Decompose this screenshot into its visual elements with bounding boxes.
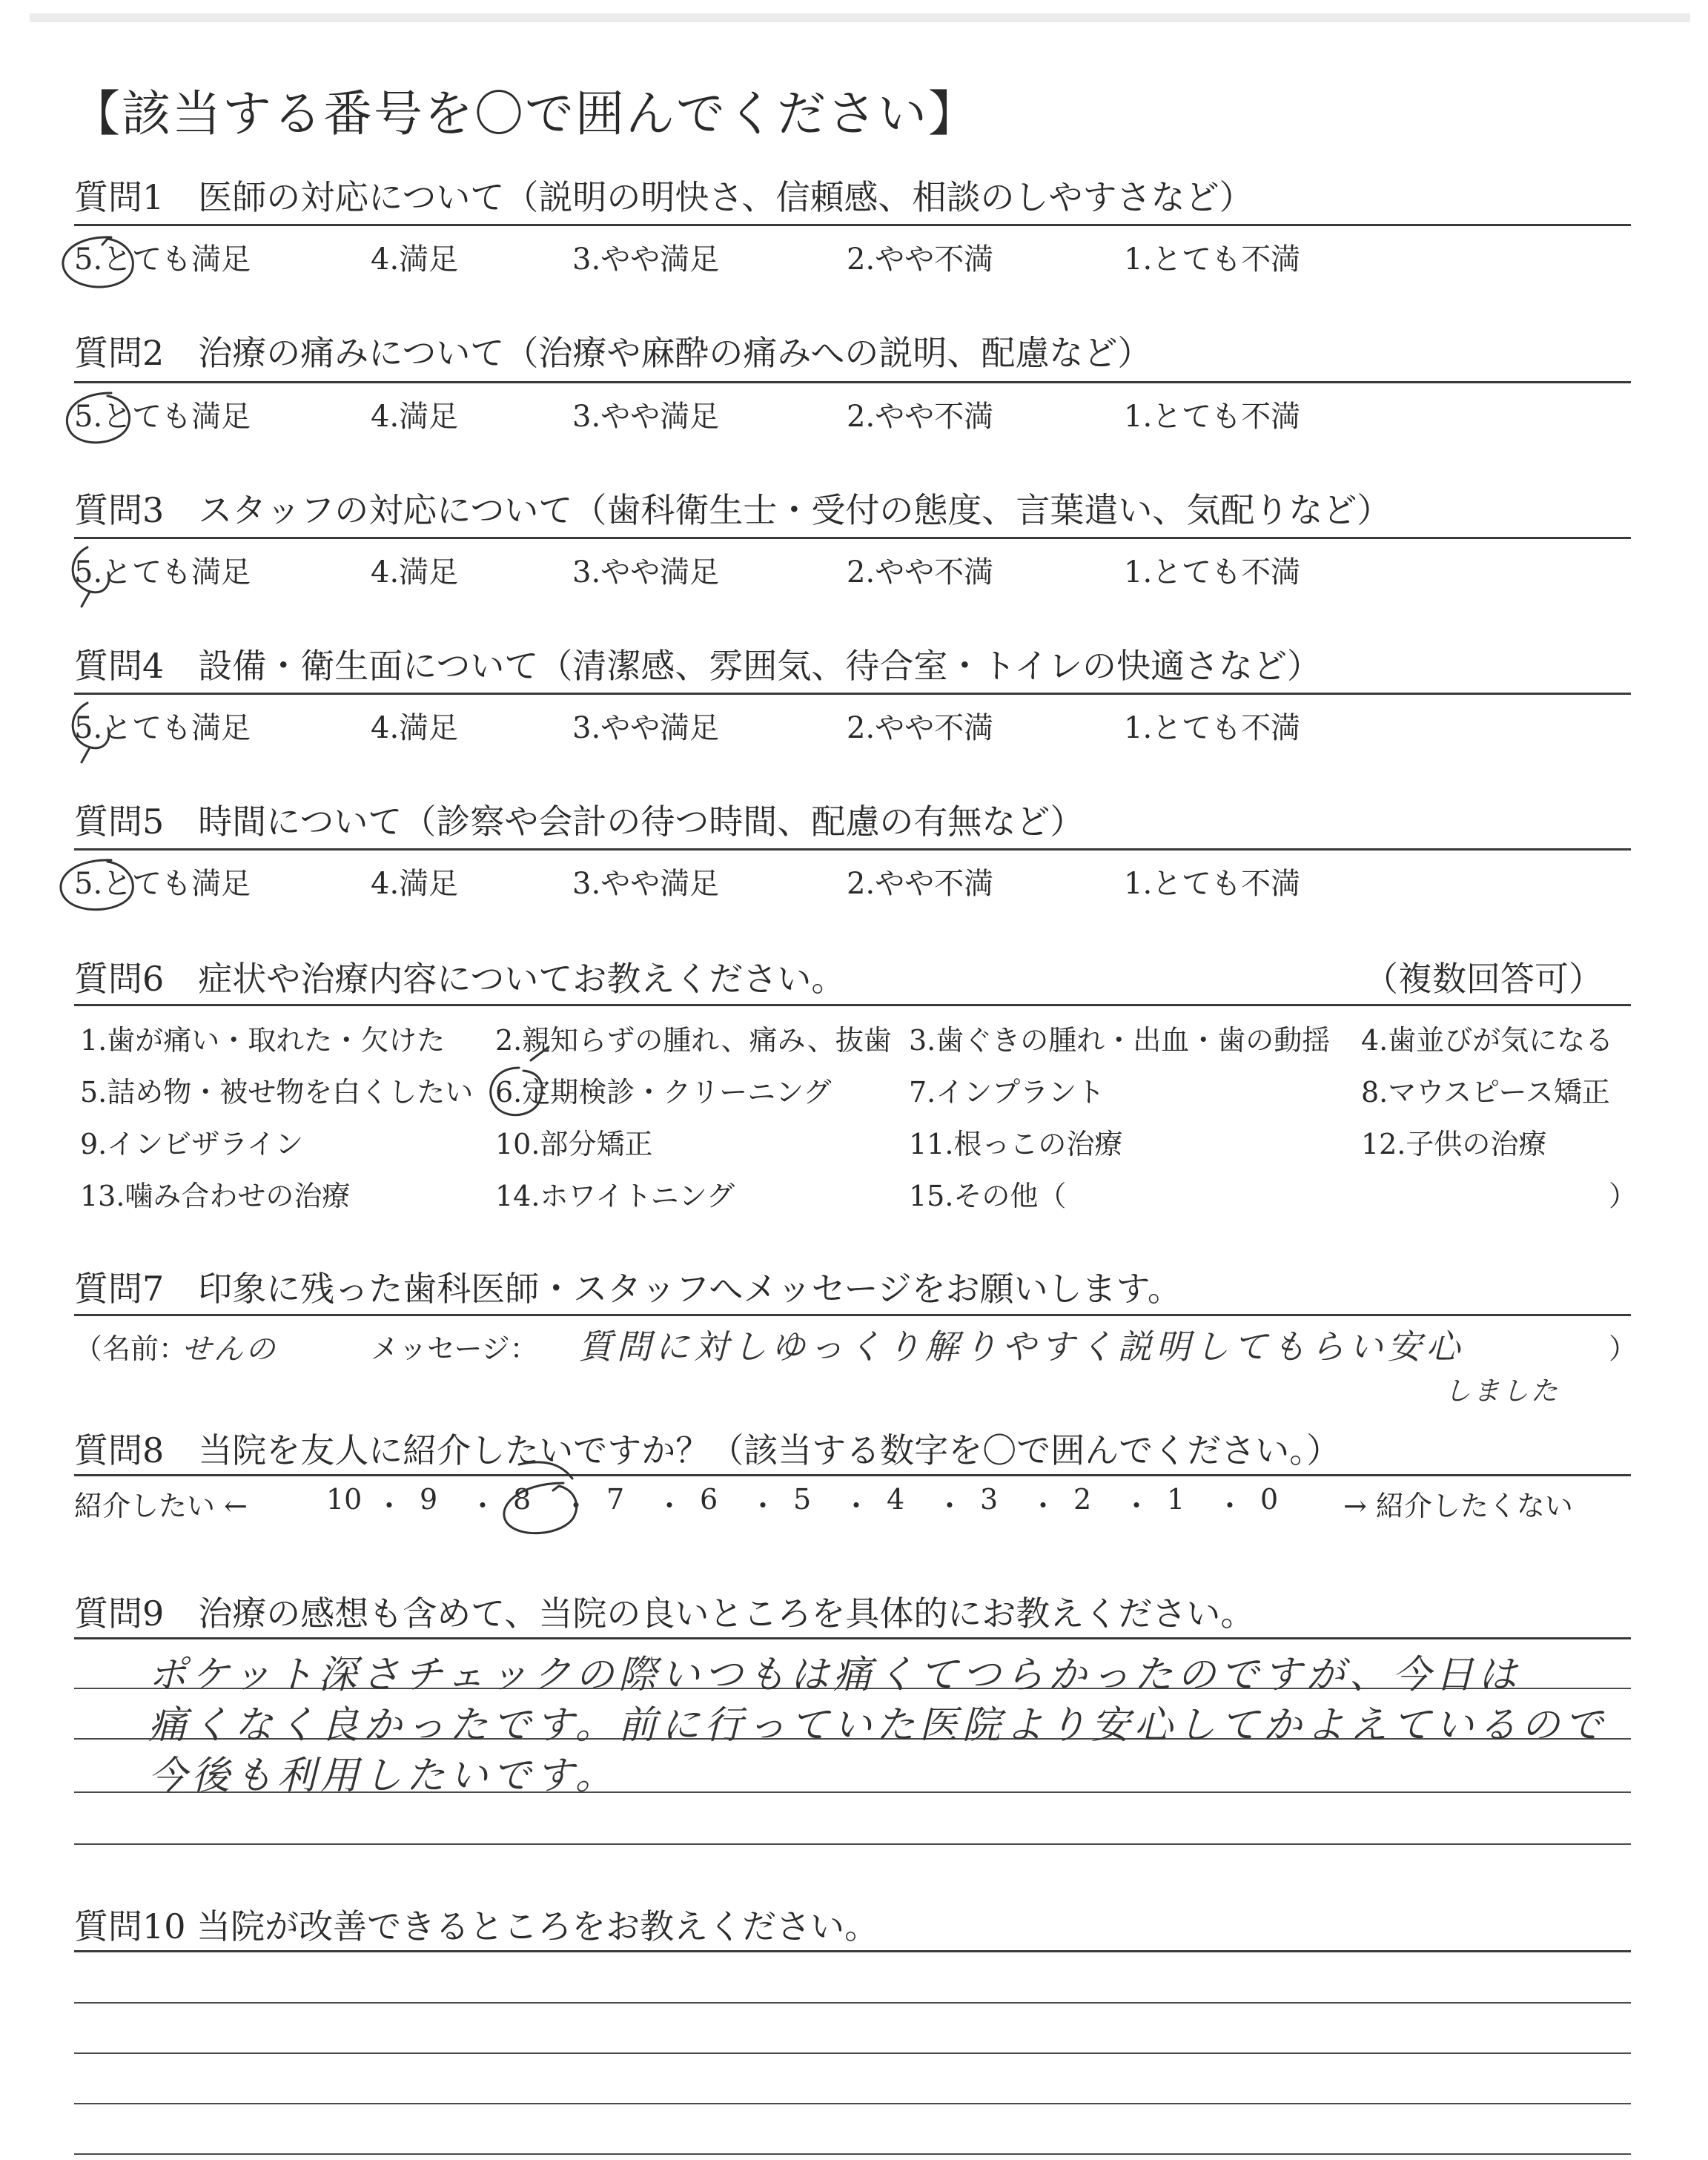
answer-handwritten-line2[interactable]: 痛くなく良かったです。前に行っていた医院より安心してかよえているので [148, 1703, 1607, 1748]
question-title: 質問1 医師の対応について（説明の明快さ、信頼感、相談のしやすさなど） [74, 177, 1254, 217]
option-somewhat-dissatisfied[interactable]: 2.やや不満 [847, 711, 994, 745]
option-very-satisfied[interactable]: 5.とても満足 [74, 242, 251, 277]
message-handwritten-line1[interactable]: 質問に対しゆっくり解りやすく説明してもらい安心 [578, 1327, 1465, 1367]
question-title: 質問6 症状や治療内容についてお教えください。 [74, 959, 846, 999]
scale-number-7[interactable]: 7 [606, 1483, 625, 1516]
symptom-option[interactable]: 12.子供の治療 [1361, 1128, 1547, 1160]
question-rule [74, 1474, 1631, 1476]
option-very-satisfied[interactable]: 5.とても満足 [74, 400, 251, 434]
question-title: 質問8 当院を友人に紹介したいですか？（該当する数字を〇で囲んでください。） [74, 1430, 1341, 1470]
question-rule [74, 1950, 1631, 1952]
option-somewhat-dissatisfied[interactable]: 2.やや不満 [847, 555, 994, 589]
scale-separator: ・ [562, 1490, 591, 1522]
option-very-dissatisfied[interactable]: 1.とても不満 [1124, 242, 1301, 277]
symptom-option[interactable]: 11.根っこの治療 [909, 1128, 1123, 1160]
question-title: 質問7 印象に残った歯科医師・スタッフへメッセージをお願いします。 [74, 1269, 1182, 1309]
option-somewhat-satisfied[interactable]: 3.やや満足 [572, 242, 720, 277]
option-somewhat-satisfied[interactable]: 3.やや満足 [572, 400, 720, 434]
symptom-option[interactable]: 10.部分矯正 [495, 1128, 653, 1160]
symptom-option[interactable]: 14.ホワイトニング [495, 1180, 735, 1212]
option-very-satisfied[interactable]: 5.とても満足 [74, 711, 251, 745]
scale-separator: ・ [842, 1490, 871, 1522]
message-handwritten-line2[interactable]: しました [1444, 1376, 1560, 1407]
option-somewhat-satisfied[interactable]: 3.やや満足 [572, 867, 720, 901]
question-title: 質問10 当院が改善できるところをお教えください。 [74, 1906, 879, 1946]
question-rule [74, 848, 1631, 851]
answer-line[interactable] [74, 2002, 1631, 2004]
scale-separator: ・ [1029, 1490, 1058, 1522]
symptom-option[interactable]: 6.定期検診・クリーニング [495, 1076, 832, 1109]
question-rule [74, 1004, 1631, 1006]
question-rule [74, 1637, 1631, 1639]
question-rule [74, 1314, 1631, 1316]
scale-separator: ・ [936, 1490, 964, 1522]
question-title: 質問2 治療の痛みについて（治療や麻酔の痛みへの説明、配慮など） [74, 333, 1152, 373]
message-close-paren: ） [1609, 1332, 1638, 1365]
option-somewhat-satisfied[interactable]: 3.やや満足 [572, 555, 720, 589]
scale-number-0[interactable]: 0 [1260, 1483, 1279, 1516]
scan-edge [30, 13, 1690, 22]
symptom-option[interactable]: 3.歯ぐきの腫れ・出血・歯の動揺 [909, 1024, 1331, 1057]
option-satisfied[interactable]: 4.満足 [371, 242, 459, 277]
question-title: 質問5 時間について（診察や会計の待つ時間、配慮の有無など） [74, 802, 1085, 842]
option-very-dissatisfied[interactable]: 1.とても不満 [1124, 867, 1301, 901]
option-very-satisfied[interactable]: 5.とても満足 [74, 867, 251, 901]
answer-line[interactable] [74, 2103, 1631, 2104]
symptom-option[interactable]: 13.噛み合わせの治療 [80, 1180, 351, 1212]
multiple-answers-note: （複数回答可） [1364, 959, 1603, 999]
option-satisfied[interactable]: 4.満足 [371, 400, 459, 434]
answer-line[interactable] [74, 2153, 1631, 2155]
symptom-option[interactable]: 4.歯並びが気になる [1361, 1024, 1614, 1057]
symptom-option[interactable]: 1.歯が痛い・取れた・欠けた [80, 1024, 446, 1057]
option-somewhat-dissatisfied[interactable]: 2.やや不満 [847, 400, 994, 434]
question-title: 質問3 スタッフの対応について（歯科衛生士・受付の態度、言葉遣い、気配りなど） [74, 490, 1391, 530]
symptom-option[interactable]: 2.親知らずの腫れ、痛み、抜歯 [495, 1024, 892, 1057]
form-header: 【該当する番号を〇で囲んでください】 [71, 85, 979, 142]
message-label: メッセージ： [371, 1332, 538, 1365]
option-somewhat-dissatisfied[interactable]: 2.やや不満 [847, 867, 994, 901]
scale-separator: ・ [655, 1490, 684, 1522]
name-label: （名前： [74, 1332, 188, 1365]
question-rule [74, 693, 1631, 695]
option-somewhat-satisfied[interactable]: 3.やや満足 [572, 711, 720, 745]
symptom-option[interactable]: 9.インビザライン [80, 1128, 304, 1160]
symptom-option-other[interactable]: 15.その他（ [909, 1180, 1067, 1212]
question-rule [74, 224, 1631, 226]
scale-number-3[interactable]: 3 [980, 1483, 999, 1516]
symptom-option[interactable]: 5.詰め物・被せ物を白くしたい [80, 1076, 474, 1109]
option-satisfied[interactable]: 4.満足 [371, 867, 459, 901]
scale-number-8[interactable]: 8 [513, 1483, 532, 1516]
scale-separator: ・ [469, 1490, 497, 1522]
scale-separator: ・ [749, 1490, 778, 1522]
recommend-right-label: → 紹介したくない [1343, 1490, 1573, 1522]
answer-line[interactable] [74, 2052, 1631, 2054]
recommend-left-label: 紹介したい ← [74, 1490, 248, 1522]
question-rule [74, 537, 1631, 539]
other-close-paren: ） [1609, 1180, 1638, 1212]
scale-separator: ・ [375, 1490, 404, 1522]
scale-number-2[interactable]: 2 [1073, 1483, 1092, 1516]
scale-number-4[interactable]: 4 [887, 1483, 905, 1516]
question-title: 質問9 治療の感想も含めて、当院の良いところを具体的にお教えください。 [74, 1593, 1255, 1634]
scale-number-10[interactable]: 10 [326, 1483, 363, 1516]
answer-handwritten-line1[interactable]: ポケット深さチェックの際いつもは痛くてつらかったのですが、今日は [148, 1653, 1521, 1697]
scale-number-9[interactable]: 9 [420, 1483, 438, 1516]
question-rule [74, 381, 1631, 383]
scale-number-5[interactable]: 5 [793, 1483, 812, 1516]
answer-handwritten-line3[interactable]: 今後も利用したいです。 [148, 1754, 618, 1798]
symptom-option[interactable]: 8.マウスピース矯正 [1361, 1076, 1610, 1109]
question-title: 質問4 設備・衛生面について（清潔感、雰囲気、待合室・トイレの快適さなど） [74, 646, 1322, 686]
option-very-dissatisfied[interactable]: 1.とても不満 [1124, 400, 1301, 434]
answer-line [74, 1843, 1631, 1845]
name-handwritten[interactable]: せんの [182, 1332, 277, 1367]
symptom-option[interactable]: 7.インプラント [909, 1076, 1105, 1109]
scale-number-6[interactable]: 6 [700, 1483, 718, 1516]
scale-separator: ・ [1216, 1490, 1245, 1522]
option-very-dissatisfied[interactable]: 1.とても不満 [1124, 555, 1301, 589]
option-somewhat-dissatisfied[interactable]: 2.やや不満 [847, 242, 994, 277]
scale-separator: ・ [1122, 1490, 1151, 1522]
option-very-dissatisfied[interactable]: 1.とても不満 [1124, 711, 1301, 745]
option-satisfied[interactable]: 4.満足 [371, 555, 459, 589]
scale-number-1[interactable]: 1 [1167, 1483, 1185, 1516]
option-satisfied[interactable]: 4.満足 [371, 711, 459, 745]
option-very-satisfied[interactable]: 5.とても満足 [74, 555, 251, 589]
